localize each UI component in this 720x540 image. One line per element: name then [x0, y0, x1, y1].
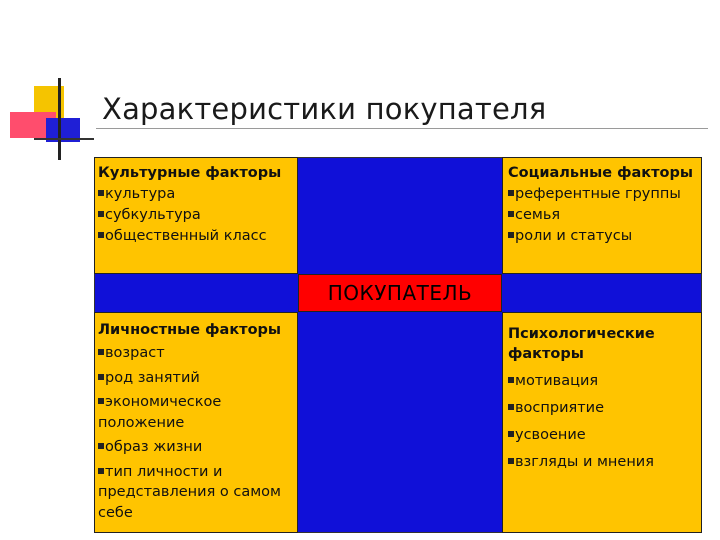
list-item: усвоение	[508, 425, 698, 446]
bullet-icon	[98, 374, 104, 380]
bullet-icon	[508, 458, 514, 464]
bullet-icon	[508, 404, 514, 410]
list-item: тип личности и представления о самом себе	[98, 463, 281, 521]
bullet-icon	[98, 468, 104, 474]
bullet-icon	[98, 232, 104, 238]
bullet-icon	[98, 398, 104, 404]
personal-factors-text	[98, 320, 294, 527]
bullet-icon	[98, 443, 104, 449]
list-item: референтные группы	[508, 184, 702, 205]
social-factors-heading: Социальные факторы	[508, 165, 693, 181]
list-item: взгляды и мнения	[508, 452, 698, 473]
list-item: роли и статусы	[508, 226, 702, 247]
list-item: общественный класс	[98, 226, 298, 247]
social-factors-text	[508, 163, 702, 247]
bullet-icon	[508, 232, 514, 238]
list-item: возраст	[98, 343, 294, 364]
bullet-icon	[508, 377, 514, 383]
bullet-icon	[508, 431, 514, 437]
psychological-factors-text	[508, 324, 698, 479]
cultural-factors-heading: Культурные факторы	[98, 165, 282, 181]
list-item: культура	[98, 184, 298, 205]
list-item: мотивация	[508, 371, 698, 392]
list-item: род занятий	[98, 368, 294, 389]
bullet-icon	[98, 211, 104, 217]
personal-factors-heading: Личностные факторы	[98, 322, 282, 338]
list-item: субкультура	[98, 205, 298, 226]
title-underline	[96, 128, 708, 129]
bullet-icon	[98, 349, 104, 355]
list-item: экономическое положение	[98, 394, 222, 431]
bullet-icon	[508, 211, 514, 217]
list-item: образ жизни	[98, 437, 294, 458]
list-item: восприятие	[508, 398, 698, 419]
slide-title: Характеристики покупателя	[102, 92, 547, 126]
bullet-icon	[508, 190, 514, 196]
list-item: семья	[508, 205, 702, 226]
decor-horizontal-line	[34, 138, 94, 140]
buyer-center-label: ПОКУПАТЕЛЬ	[298, 274, 502, 312]
decor-vertical-line	[58, 78, 61, 160]
cultural-factors-text	[98, 163, 298, 247]
bullet-icon	[98, 190, 104, 196]
psychological-factors-heading: Психологические факторы	[508, 326, 655, 362]
